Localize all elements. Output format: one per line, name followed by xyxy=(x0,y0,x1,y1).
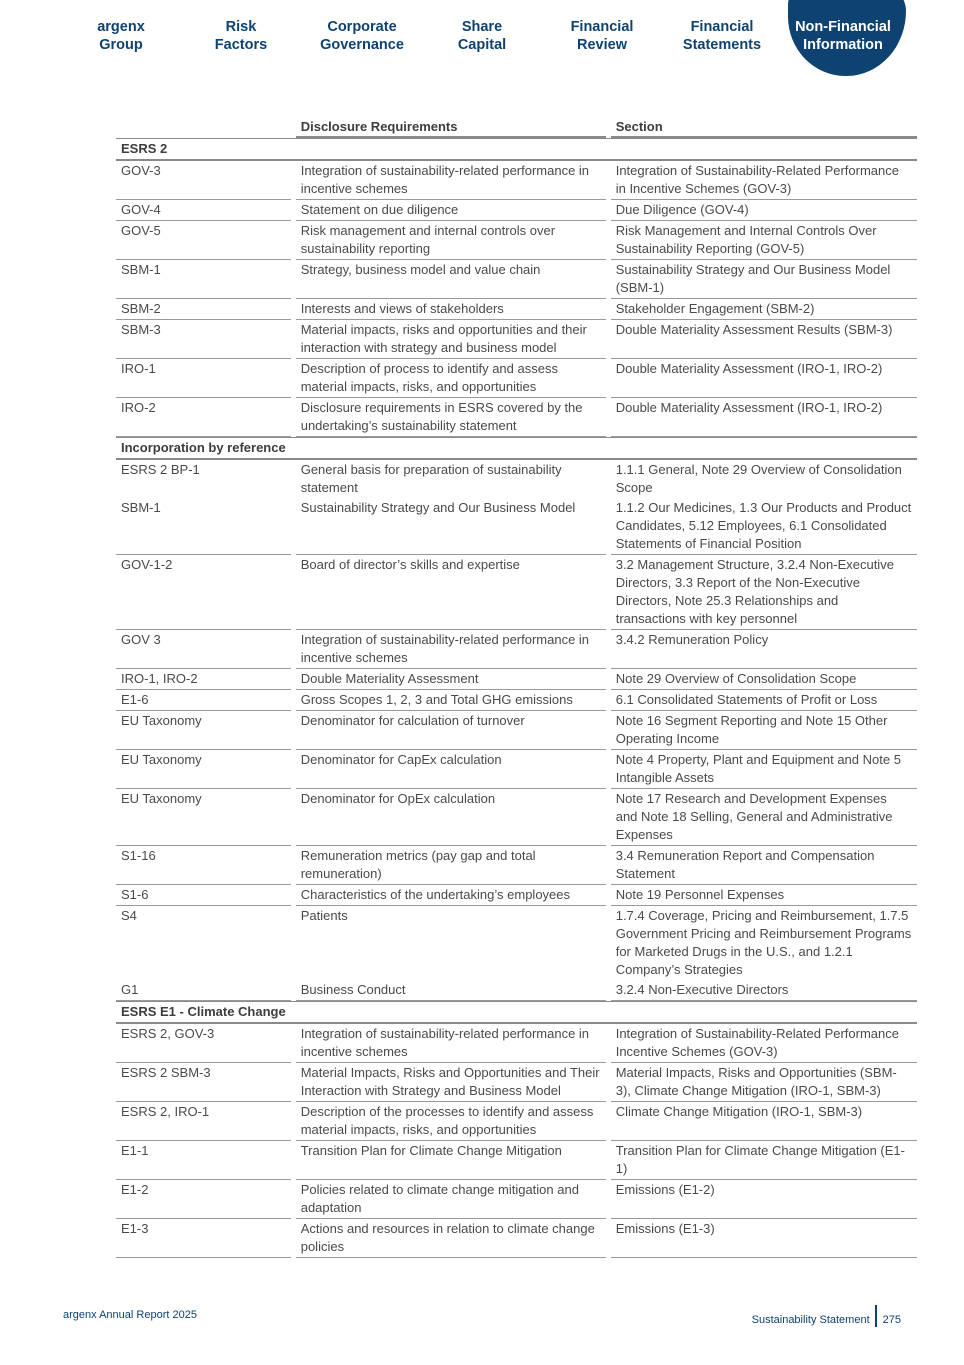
tab-financial-statements[interactable]: Financial Statements xyxy=(682,19,762,53)
row-section: 1.7.4 Coverage, Pricing and Reimbursement, 1.7.5 Government Pricing and Reimbursement Programs for Marketed Drugs in the U.S., and 1.2.1 Company’s Strategies xyxy=(615,908,912,977)
row-requirement: Description of the processes to identify and assess material impacts, risks, and opportunities xyxy=(296,1102,606,1141)
table-row xyxy=(116,669,917,690)
table-row xyxy=(116,1063,917,1102)
row-section: Note 29 Overview of Consolidation Scope xyxy=(611,669,917,690)
row-requirement: Characteristics of the undertaking’s employees xyxy=(296,885,606,906)
row-code: IRO-1 xyxy=(116,359,291,398)
table-header-row xyxy=(116,116,917,138)
row-requirement: Actions and resources in relation to climate change policies xyxy=(296,1219,606,1258)
row-section: 3.4.2 Remuneration Policy xyxy=(611,630,917,669)
row-code: E1-6 xyxy=(116,690,291,711)
row-code: S1-16 xyxy=(116,846,291,885)
section-title: ESRS E1 - Climate Change xyxy=(116,1001,291,1024)
table-row xyxy=(116,690,917,711)
row-code: S1-6 xyxy=(116,885,291,906)
row-requirement: Sustainability Strategy and Our Business Model xyxy=(296,498,606,555)
table-row xyxy=(116,1219,917,1258)
row-requirement: Interests and views of stakeholders xyxy=(296,299,606,320)
header-section: Section xyxy=(611,116,917,138)
section-row xyxy=(116,1001,917,1024)
row-code: GOV-1-2 xyxy=(116,555,291,630)
row-code: G1 xyxy=(116,980,291,1001)
row-section: 3.2.4 Non-Executive Directors xyxy=(611,980,917,1001)
table-row xyxy=(116,885,917,906)
row-requirement: Integration of sustainability-related performance in incentive schemes xyxy=(296,161,606,200)
row-code: IRO-2 xyxy=(116,398,291,437)
row-section: Climate Change Mitigation (IRO-1, SBM-3) xyxy=(611,1102,917,1141)
table-row xyxy=(116,359,917,398)
row-section: Double Materiality Assessment Results (SBM-3) xyxy=(611,320,917,359)
row-requirement: Transition Plan for Climate Change Mitigation xyxy=(296,1141,606,1180)
footer-section-name: Sustainability Statement xyxy=(751,1314,870,1326)
row-code: E1-3 xyxy=(116,1219,291,1258)
row-requirement: Description of process to identify and assess material impacts, risks, and opportunities xyxy=(296,359,606,398)
row-requirement: Material Impacts, Risks and Opportunities and Their Interaction with Strategy and Business Model xyxy=(296,1063,606,1102)
row-requirement: General basis for preparation of sustainability statement xyxy=(300,462,562,495)
row-section: Transition Plan for Climate Change Mitigation (E1-1) xyxy=(611,1141,917,1180)
row-section: Due Diligence (GOV-4) xyxy=(611,200,917,221)
row-section: 3.2 Management Structure, 3.2.4 Non-Executive Directors, 3.3 Report of the Non-Executive Directors, Note 25.3 Relationships and transactions with key personnel xyxy=(611,555,917,630)
row-code: S4 xyxy=(121,908,137,923)
row-requirement: Denominator for calculation of turnover xyxy=(296,711,606,750)
tab-argenx-group[interactable]: argenx Group xyxy=(97,19,145,53)
tab-non-financial-information[interactable]: Non-Financial Information xyxy=(795,19,891,53)
row-code: EU Taxonomy xyxy=(116,789,291,846)
row-requirement: Material impacts, risks and opportunities and their interaction with strategy and business model xyxy=(296,320,606,359)
row-requirement: Statement on due diligence xyxy=(296,200,606,221)
row-requirement: Board of director’s skills and expertise xyxy=(296,555,606,630)
row-code: SBM-1 xyxy=(116,260,291,299)
table-row xyxy=(116,1180,917,1219)
row-requirement: Denominator for CapEx calculation xyxy=(296,750,606,789)
row-requirement: Business Conduct xyxy=(296,980,606,1001)
disclosure-requirements-table xyxy=(116,116,917,1258)
row-section: Note 4 Property, Plant and Equipment and Note 5 Intangible Assets xyxy=(611,750,917,789)
footer-report-title: argenx Annual Report 2025 xyxy=(63,1309,197,1321)
table-row xyxy=(116,1024,917,1063)
row-section: Note 19 Personnel Expenses xyxy=(611,885,917,906)
tab-risk-factors[interactable]: Risk Factors xyxy=(214,19,268,53)
section-title: Incorporation by reference xyxy=(116,437,291,460)
row-section: Double Materiality Assessment (IRO-1, IRO-2) xyxy=(611,398,917,437)
row-section: Note 16 Segment Reporting and Note 15 Other Operating Income xyxy=(611,711,917,750)
tab-share-capital[interactable]: Share Capital xyxy=(457,19,507,53)
table-row xyxy=(116,498,917,555)
row-section: Stakeholder Engagement (SBM-2) xyxy=(611,299,917,320)
row-section: 1.1.2 Our Medicines, 1.3 Our Products and Product Candidates, 5.12 Employees, 6.1 Consolidated Statements of Financial Position xyxy=(611,498,917,555)
section-row xyxy=(116,138,917,161)
row-section: Material Impacts, Risks and Opportunities (SBM-3), Climate Change Mitigation (IRO-1, SBM-3) xyxy=(611,1063,917,1102)
table-row xyxy=(116,789,917,846)
table-row xyxy=(116,460,917,498)
row-code: EU Taxonomy xyxy=(116,750,291,789)
table-row xyxy=(116,630,917,669)
row-code: GOV-4 xyxy=(116,200,291,221)
row-code: GOV-5 xyxy=(116,221,291,260)
table-row xyxy=(116,1141,917,1180)
tab-financial-review[interactable]: Financial Review xyxy=(570,19,634,53)
row-requirement: Risk management and internal controls over sustainability reporting xyxy=(296,221,606,260)
table-row xyxy=(116,711,917,750)
table-row xyxy=(116,750,917,789)
row-requirement: Patients xyxy=(300,908,348,923)
table-body xyxy=(116,138,917,1258)
row-requirement: Integration of sustainability-related performance in incentive schemes xyxy=(296,1024,606,1063)
row-requirement: Denominator for OpEx calculation xyxy=(296,789,606,846)
table-row xyxy=(116,161,917,200)
row-code: GOV 3 xyxy=(116,630,291,669)
row-section: 3.4 Remuneration Report and Compensation Statement xyxy=(611,846,917,885)
footer-divider xyxy=(875,1305,877,1327)
table-row xyxy=(116,299,917,320)
row-requirement: Integration of sustainability-related performance in incentive schemes xyxy=(296,630,606,669)
row-requirement: Policies related to climate change mitigation and adaptation xyxy=(296,1180,606,1219)
table-row xyxy=(116,398,917,437)
table-row xyxy=(116,221,917,260)
row-code: E1-2 xyxy=(116,1180,291,1219)
row-requirement: Remuneration metrics (pay gap and total remuneration) xyxy=(296,846,606,885)
row-section: Integration of Sustainability-Related Performance in Incentive Schemes (GOV-3) xyxy=(611,161,917,200)
table-row xyxy=(116,980,917,1001)
table-row xyxy=(116,1102,917,1141)
top-navigation xyxy=(0,0,964,80)
row-code: EU Taxonomy xyxy=(116,711,291,750)
table-row xyxy=(116,200,917,221)
row-code: E1-1 xyxy=(116,1141,291,1180)
table-row xyxy=(116,906,917,980)
row-code: IRO-1, IRO-2 xyxy=(116,669,291,690)
row-code: ESRS 2, IRO-1 xyxy=(116,1102,291,1141)
row-section: Integration of Sustainability-Related Performance Incentive Schemes (GOV-3) xyxy=(611,1024,917,1063)
row-section: 6.1 Consolidated Statements of Profit or Loss xyxy=(611,690,917,711)
table-row xyxy=(116,320,917,359)
row-requirement: Double Materiality Assessment xyxy=(296,669,606,690)
section-row xyxy=(116,437,917,460)
row-section: Double Materiality Assessment (IRO-1, IRO-2) xyxy=(611,359,917,398)
row-code: ESRS 2, GOV-3 xyxy=(116,1024,291,1063)
section-title: ESRS 2 xyxy=(116,138,291,161)
table-row xyxy=(116,846,917,885)
row-code: GOV-3 xyxy=(116,161,291,200)
tab-corporate-governance[interactable]: Corporate Governance xyxy=(320,19,404,53)
row-section: Note 17 Research and Development Expenses and Note 18 Selling, General and Administrative Expenses xyxy=(611,789,917,846)
row-requirement: Gross Scopes 1, 2, 3 and Total GHG emissions xyxy=(296,690,606,711)
row-code: SBM-1 xyxy=(116,498,291,555)
table-row xyxy=(116,260,917,299)
row-requirement: Strategy, business model and value chain xyxy=(296,260,606,299)
page-number: 275 xyxy=(882,1314,901,1326)
row-section: Emissions (E1-3) xyxy=(611,1219,917,1258)
row-code: ESRS 2 BP-1 xyxy=(121,462,200,477)
row-code: SBM-2 xyxy=(116,299,291,320)
header-code xyxy=(116,116,291,138)
header-requirements: Disclosure Requirements xyxy=(296,116,606,138)
footer-page-info xyxy=(752,1309,901,1331)
row-code: ESRS 2 SBM-3 xyxy=(116,1063,291,1102)
row-section: Risk Management and Internal Controls Over Sustainability Reporting (GOV-5) xyxy=(611,221,917,260)
row-code: SBM-3 xyxy=(116,320,291,359)
row-section: 1.1.1 General, Note 29 Overview of Consolidation Scope xyxy=(615,462,902,495)
table-row xyxy=(116,555,917,630)
row-section: Sustainability Strategy and Our Business Model (SBM-1) xyxy=(611,260,917,299)
row-section: Emissions (E1-2) xyxy=(611,1180,917,1219)
row-requirement: Disclosure requirements in ESRS covered by the undertaking’s sustainability statement xyxy=(296,398,606,437)
